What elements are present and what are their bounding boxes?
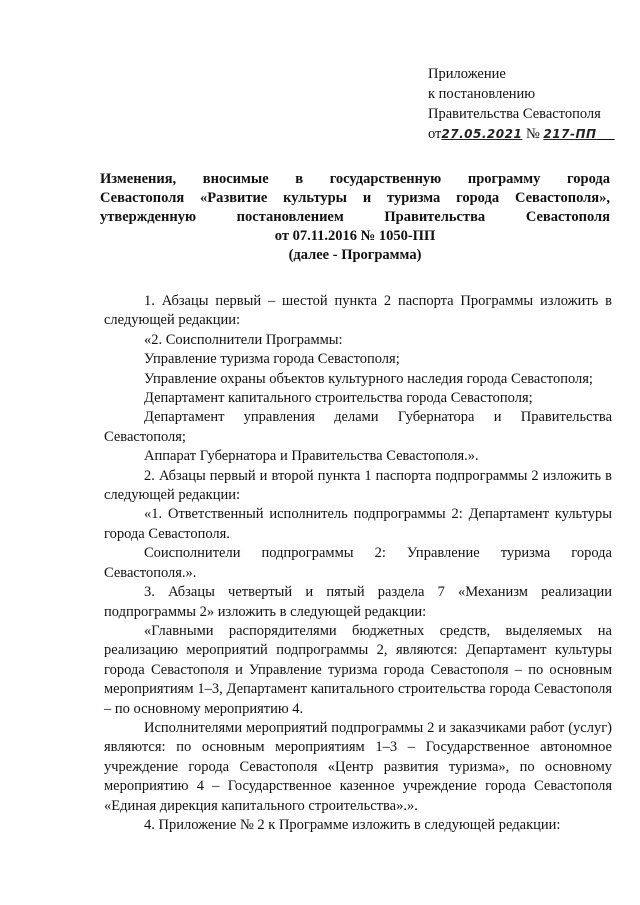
appendix-to-resolution: к постановлению — [428, 86, 536, 102]
title-line-5: (далее - Программа) — [288, 247, 422, 263]
paragraph: Аппарат Губернатора и Правительства Севастополя.». — [144, 448, 479, 465]
paragraph: 1. Абзацы первый – шестой пункта 2 паспорта Программы изложить в следующей редакции: — [104, 293, 612, 329]
paragraph: 4. Приложение № 2 к Программе изложить в следующей редакции: — [144, 816, 561, 833]
paragraph: 2. Абзацы первый и второй пункта 1 паспорта подпрограммы 2 изложить в следующей редакции: — [104, 467, 612, 504]
paragraph: Департамент управления делами Губернатора и Правительства Севастополя; — [104, 409, 612, 445]
paragraph: «1. Ответственный исполнитель подпрограммы 2: Департамент культуры города Севастополя. — [104, 506, 612, 542]
appendix-government: Правительства Севастополя — [428, 106, 601, 122]
number-sign: № — [525, 126, 540, 142]
paragraph: Соисполнители подпрограммы 2: Управление туризма города Севастополя.». — [104, 545, 612, 581]
handwritten-number: 217-ПП — [543, 127, 597, 141]
title-line-4: от 07.11.2016 № 1050-ПП — [274, 228, 436, 244]
title-line-1: Изменения, вносимые в государственную программу города — [100, 171, 610, 187]
title-line-3: утвержденную постановлением Правительства Севастополя — [100, 209, 610, 225]
from-prefix: от — [428, 126, 442, 142]
paragraph: Исполнителями мероприятий подпрограммы 2 и заказчиками работ (услуг) являются: по основным мероприятиям 1–3 – Государственное автономное учреждение города Севастополя «Центр развития туризма», по основному мероприятию 4 – Государственное казенное учреждение города Севастополя «Единая дирекция капитального строительства».». — [104, 719, 612, 814]
paragraph: Управление охраны объектов культурного наследия города Севастополя; — [144, 370, 593, 387]
paragraph: «2. Соисполнители Программы: — [144, 331, 343, 348]
paragraph: 3. Абзацы четвертый и пятый раздела 7 «Механизм реализации подпрограммы 2» изложить в следующей редакции: — [104, 584, 612, 620]
title-line-2: Севастополя «Развитие культуры и туризма города Севастополя», — [100, 190, 610, 206]
paragraph: «Главными распорядителями бюджетных средств, выделяемых на реализацию мероприятий подпрограммы 2, являются: Департамент культуры города Севастополя и Управление туризма города Севастополя – по основным мероприятиям 1–3, Департамент капитального строительства города Севастополя – по основному мероприятию 4. — [104, 622, 612, 717]
document-title — [100, 170, 610, 265]
paragraph: Департамент капитального строительства города Севастополя; — [144, 390, 533, 407]
handwritten-date: 27.05.2021 — [441, 127, 523, 141]
appendix-block — [428, 64, 628, 144]
appendix-label: Приложение — [428, 66, 506, 82]
document-body — [104, 292, 612, 835]
appendix-date-number — [428, 124, 628, 144]
paragraph: Управление туризма города Севастополя; — [144, 351, 400, 368]
